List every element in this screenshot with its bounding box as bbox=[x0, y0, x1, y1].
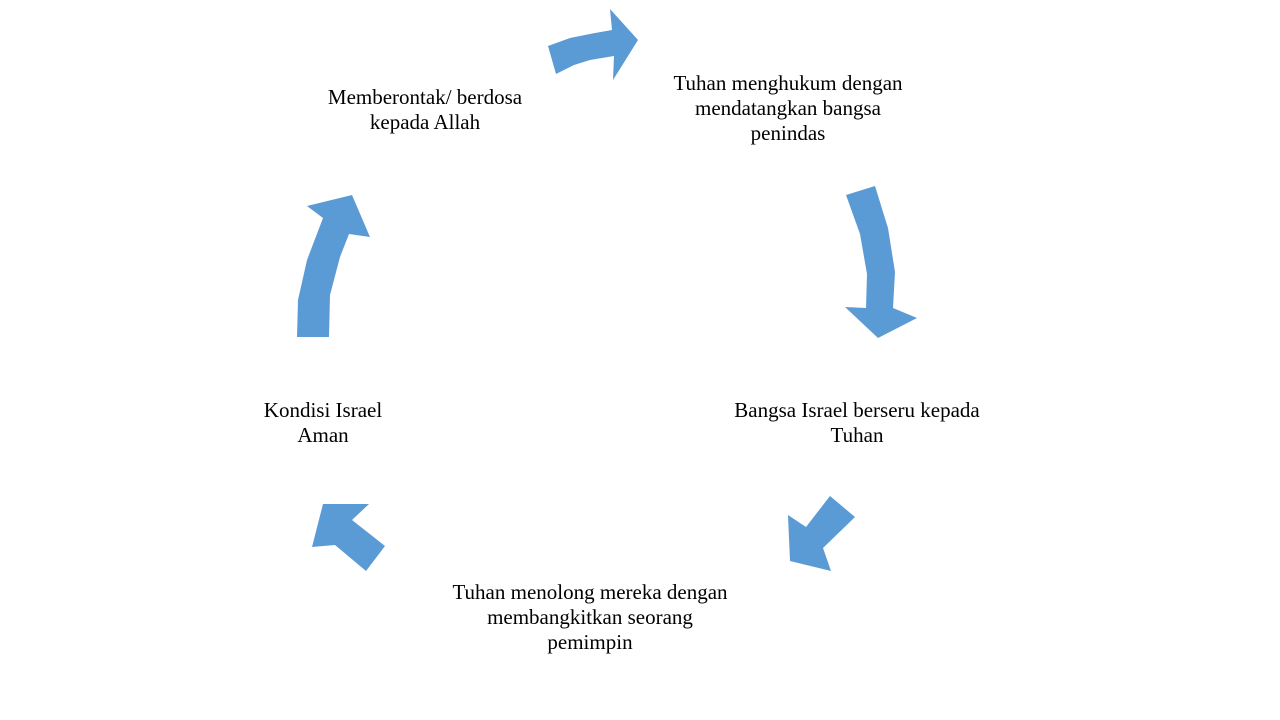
node-rescue-line-2: membangkitkan seorang bbox=[487, 605, 693, 629]
arrow-cry-to-rescue bbox=[788, 496, 855, 571]
arrow-rescue-to-peace bbox=[312, 504, 385, 571]
node-peace-line-2: Aman bbox=[297, 423, 349, 447]
node-god-rescues bbox=[400, 580, 780, 655]
arrow-rebel-to-punish bbox=[548, 9, 638, 80]
node-punish-line-1: Tuhan menghukum dengan bbox=[673, 71, 903, 95]
node-peace-line-1: Kondisi Israel bbox=[263, 398, 383, 422]
arrow-peace-to-rebel bbox=[297, 195, 370, 337]
node-cry-line-2: Tuhan bbox=[830, 423, 884, 447]
arrow-punish-to-cry bbox=[845, 186, 917, 338]
node-punish-line-3: penindas bbox=[750, 121, 826, 145]
node-punish-line-2: mendatangkan bangsa bbox=[694, 96, 882, 120]
node-cry-line-1: Bangsa Israel berseru kepada bbox=[734, 398, 980, 422]
node-rebel-line-2: kepada Allah bbox=[369, 110, 481, 134]
node-rebel-line-1: Memberontak/ berdosa bbox=[327, 85, 523, 109]
node-rescue-line-3: pemimpin bbox=[547, 630, 633, 654]
node-rescue-line-1: Tuhan menolong mereka dengan bbox=[452, 580, 728, 604]
node-god-punishes bbox=[618, 71, 958, 146]
node-israel-at-peace bbox=[203, 398, 443, 448]
node-rebel-sin bbox=[260, 85, 590, 135]
node-israel-cries-out bbox=[692, 398, 1022, 448]
